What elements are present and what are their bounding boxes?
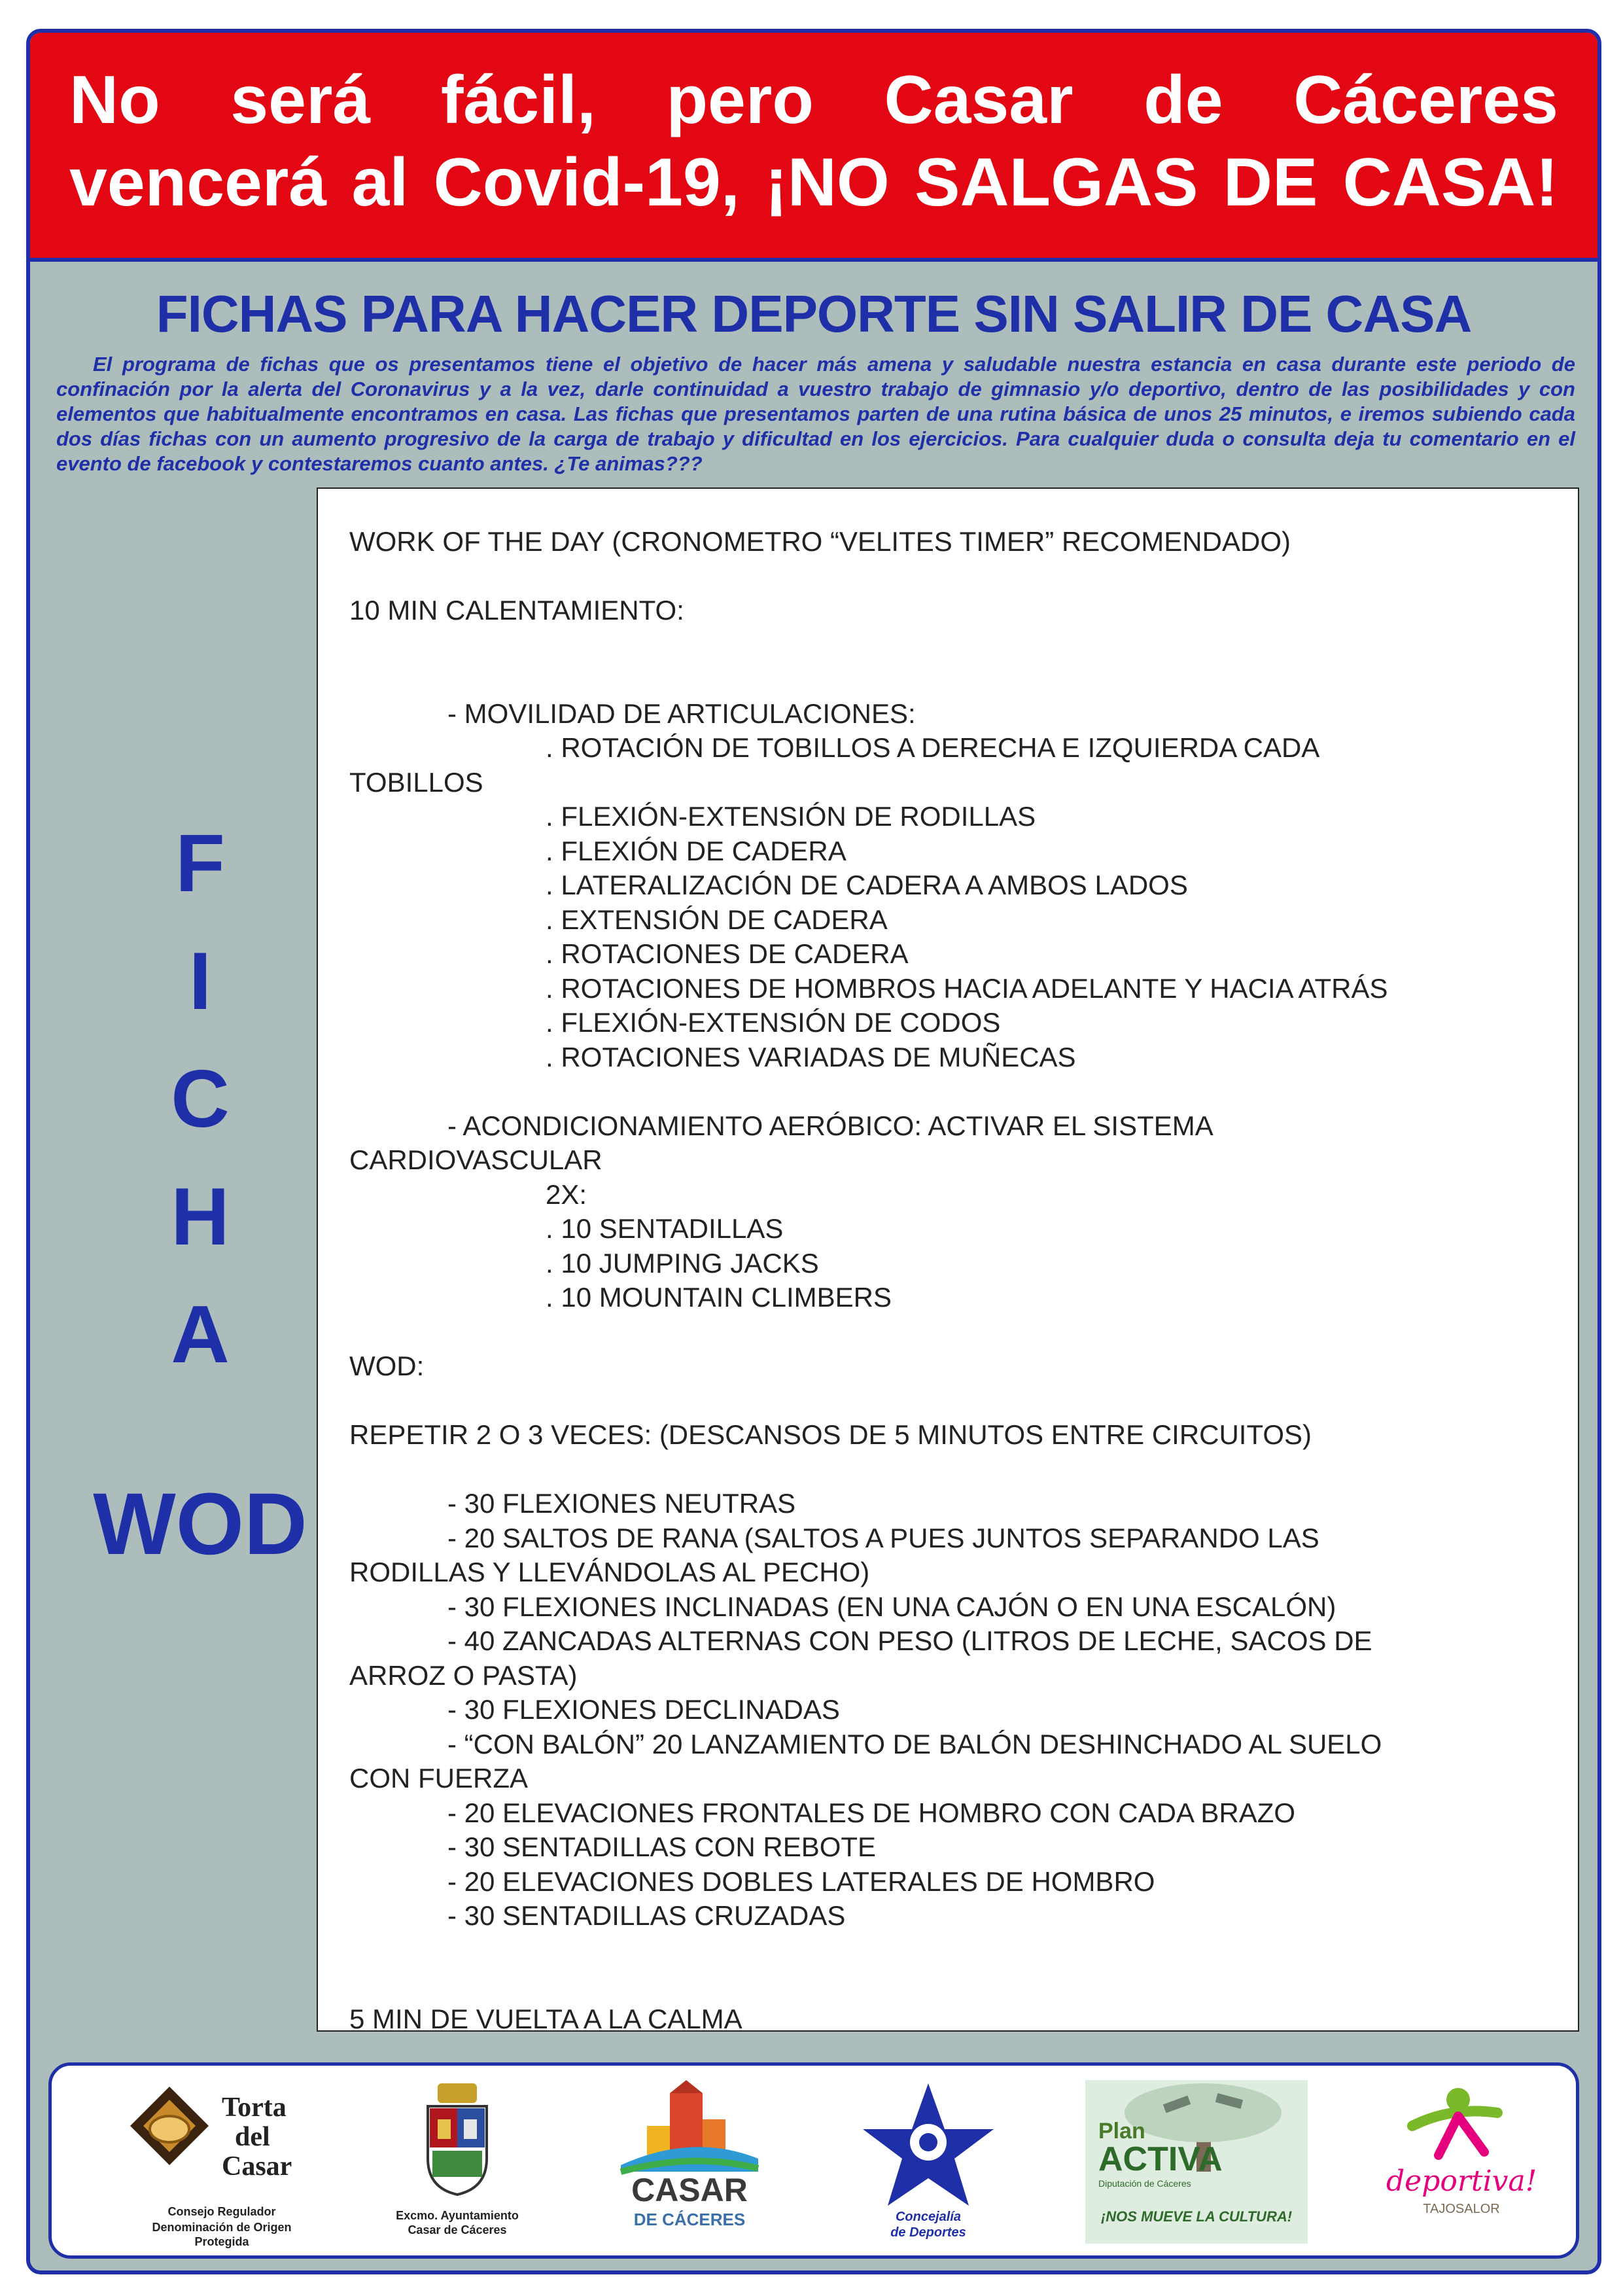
running-figure-icon <box>1386 2080 1537 2165</box>
concejalia-caption-1: Concejalía <box>895 2210 962 2224</box>
mobility-item: . FLEXIÓN DE CADERA <box>546 835 846 866</box>
side-title <box>69 805 331 1583</box>
aerobic-reps: 2X: <box>546 1178 587 1210</box>
mobility-item: . ROTACIÓN DE TOBILLOS A DERECHA E IZQUIERDA CADA <box>546 732 1320 763</box>
ayuntamiento-caption-1: Excmo. Ayuntamiento <box>396 2209 519 2222</box>
sponsor-footer <box>48 2062 1579 2259</box>
torta-emblem-icon <box>124 2080 320 2198</box>
ayuntamiento-caption-2: Casar de Cáceres <box>408 2223 507 2236</box>
svg-text:Torta: Torta <box>222 2093 287 2123</box>
spacer <box>349 1453 1558 1487</box>
spacer <box>349 662 1558 697</box>
wod-exercise: - 20 ELEVACIONES DOBLES LATERALES DE HOMBRO <box>447 1865 1155 1897</box>
mobility-item: . ROTACIONES DE CADERA <box>546 938 909 969</box>
aerobic-item: . 10 JUMPING JACKS <box>546 1247 819 1279</box>
casar-logo-name: CASAR <box>631 2172 748 2208</box>
wod-exercise-continued: CON FUERZA <box>349 1763 528 1793</box>
aerobic-item: . 10 SENTADILLAS <box>546 1213 784 1244</box>
wod-exercise: - 30 FLEXIONES NEUTRAS <box>447 1488 796 1519</box>
page-subtitle: FICHAS PARA HACER DEPORTE SIN SALIR DE CASA <box>156 285 1472 343</box>
mobility-item-continued: TOBILLOS <box>349 766 483 798</box>
warmup-title: 10 MIN CALENTAMIENTO: <box>349 595 684 626</box>
side-letter: F <box>175 819 225 909</box>
plan-activa-sub: Diputación de Cáceres <box>1098 2178 1191 2189</box>
mobility-item: . FLEXIÓN-EXTENSIÓN DE RODILLAS <box>546 801 1036 832</box>
cooldown: 5 MIN DE VUELTA A LA CALMA <box>349 2003 742 2034</box>
coat-of-arms-icon <box>392 2080 523 2204</box>
wod-exercise: - 30 FLEXIONES INCLINADAS (EN UNA CAJÓN O EN UNA ESCALÓN) <box>447 1591 1336 1622</box>
deportiva-name: deportiva! <box>1386 2164 1537 2198</box>
torta-caption-1: Consejo Regulador <box>167 2205 276 2218</box>
aerobic-title: - ACONDICIONAMIENTO AERÓBICO: ACTIVAR EL SISTEMA <box>447 1110 1213 1141</box>
svg-text:del: del <box>235 2122 270 2152</box>
mobility-title: - MOVILIDAD DE ARTICULACIONES: <box>447 698 916 729</box>
side-letter: I <box>188 936 212 1027</box>
svg-text:Casar: Casar <box>222 2151 292 2181</box>
concejalia-deportes-logo <box>856 2080 1000 2244</box>
side-wod-label: WOD <box>93 1475 307 1573</box>
spacer <box>349 1074 1558 1109</box>
wod-exercise: - 40 ZANCADAS ALTERNAS CON PESO (LITROS DE LECHE, SACOS DE <box>447 1625 1372 1656</box>
deportiva-sub: TAJOSALOR <box>1423 2202 1500 2216</box>
poster-frame <box>26 29 1601 2274</box>
wod-exercise-list <box>349 1487 1558 1934</box>
wod-exercise: - 20 ELEVACIONES FRONTALES DE HOMBRO CON CADA BRAZO <box>447 1797 1296 1828</box>
casar-de-caceres-logo <box>608 2080 771 2244</box>
workout-header: WORK OF THE DAY (CRONOMETRO “VELITES TIMER” RECOMENDADO) <box>349 526 1291 557</box>
spacer <box>349 1384 1558 1419</box>
concejalia-caption-2: de Deportes <box>890 2225 966 2240</box>
spacer <box>349 559 1558 594</box>
spacer <box>349 1968 1558 2002</box>
torta-del-casar-logo <box>124 2080 320 2248</box>
church-tower-icon <box>608 2080 771 2178</box>
plan-activa-logo <box>1085 2080 1308 2244</box>
mobility-item: . EXTENSIÓN DE CADERA <box>546 904 888 935</box>
spacer <box>349 628 1558 663</box>
spacer <box>349 1934 1558 1968</box>
star-runner-icon <box>856 2080 1000 2211</box>
title-banner <box>30 33 1597 262</box>
banner-line-1: No será fácil, pero Casar de Cáceres <box>69 62 1558 138</box>
spacer <box>349 1315 1558 1350</box>
repeat-instructions: REPETIR 2 O 3 VECES: (DESCANSOS DE 5 MINUTOS ENTRE CIRCUITOS) <box>349 1419 1312 1450</box>
wod-exercise: - 30 SENTADILLAS CRUZADAS <box>447 1900 846 1931</box>
aerobic-title-continued: CARDIOVASCULAR <box>349 1144 602 1175</box>
intro-paragraph: El programa de fichas que os presentamos tiene el objetivo de hacer más amena y saludable nuestra estancia en casa durante este periodo de confinación por la alerta del Coronavirus y a la vez, darle continuidad a vuestro trabajo de gimnasio y/o deportivo, dentro de las posibilidades y con elementos que habitualmente encontramos en casa. Las fichas que presentamos parten de una rutina básica de unos 25 minutos, e iremos subiendo cada dos días fichas con un aumento progresivo de la carga de trabajo y dificultad en los ejercicios. Para cualquier duda o consulta deja tu comentario en el evento de facebook y contestaremos cuanto antes. ¿Te animas??? <box>56 353 1575 475</box>
mobility-item: . LATERALIZACIÓN DE CADERA A AMBOS LADOS <box>546 870 1188 900</box>
wod-exercise: - 20 SALTOS DE RANA (SALTOS A PUES JUNTOS SEPARANDO LAS <box>447 1522 1319 1553</box>
mobility-item: . ROTACIONES VARIADAS DE MUÑECAS <box>546 1041 1076 1072</box>
plan-activa-name-2: ACTIVA <box>1098 2140 1223 2178</box>
side-letter: H <box>171 1172 230 1262</box>
wod-exercise-continued: RODILLAS Y LLEVÁNDOLAS AL PECHO) <box>349 1557 870 1587</box>
workout-box <box>317 487 1579 2032</box>
wod-exercise: - “CON BALÓN” 20 LANZAMIENTO DE BALÓN DESHINCHADO AL SUELO <box>447 1728 1382 1759</box>
plan-activa-slogan: ¡NOS MUEVE LA CULTURA! <box>1100 2208 1293 2225</box>
mobility-item: . FLEXIÓN-EXTENSIÓN DE CODOS <box>546 1007 1001 1038</box>
casar-logo-sub: DE CÁCERES <box>633 2210 746 2229</box>
deportiva-tajosalor-logo <box>1386 2080 1537 2244</box>
banner-line-2: vencerá al Covid-19, ¡NO SALGAS DE CASA! <box>69 145 1558 221</box>
mobility-item: . ROTACIONES DE HOMBROS HACIA ADELANTE Y HACIA ATRÁS <box>546 972 1388 1004</box>
plan-activa-name-1: Plan <box>1098 2119 1145 2144</box>
side-letter: A <box>171 1290 230 1380</box>
wod-exercise-continued: ARROZ O PASTA) <box>349 1659 578 1691</box>
wod-exercise: - 30 SENTADILLAS CON REBOTE <box>447 1831 877 1862</box>
wod-exercise: - 30 FLEXIONES DECLINADAS <box>447 1694 840 1725</box>
aerobic-item: . 10 MOUNTAIN CLIMBERS <box>546 1282 892 1313</box>
side-letter: C <box>171 1054 230 1144</box>
wod-title: WOD: <box>349 1351 425 1381</box>
torta-caption-2: Denominación de Origen Protegida <box>152 2221 292 2248</box>
ayuntamiento-logo <box>392 2080 523 2244</box>
